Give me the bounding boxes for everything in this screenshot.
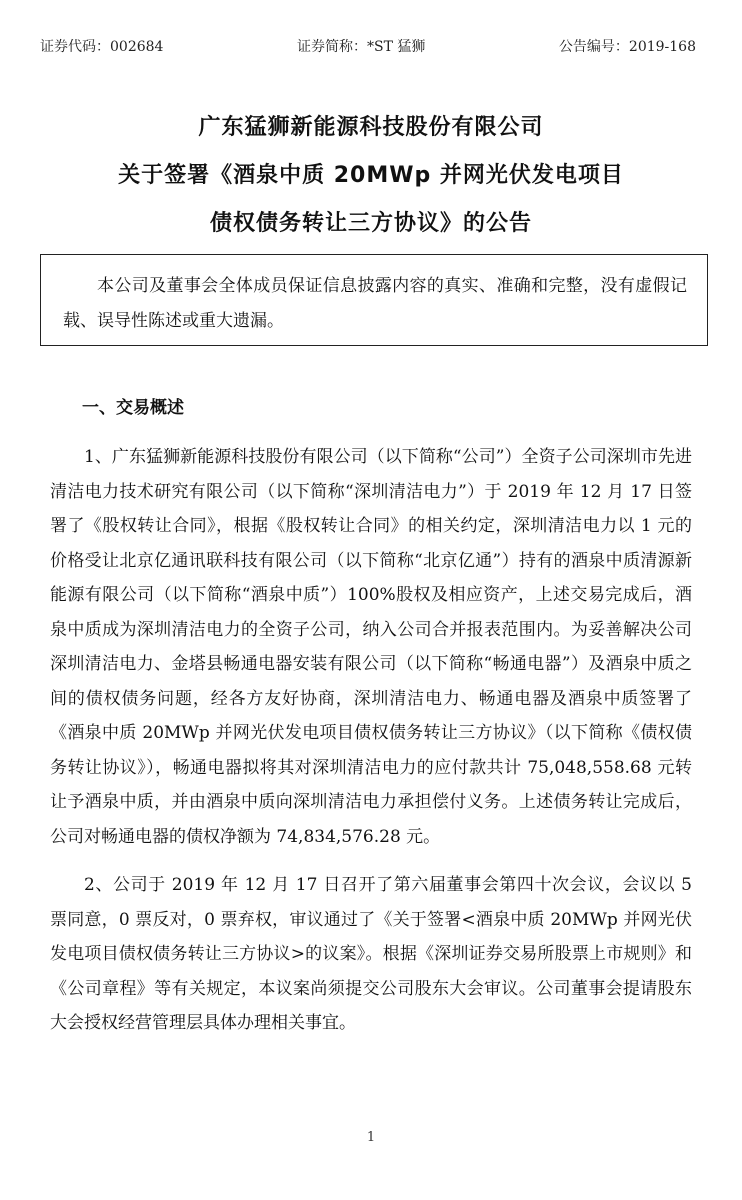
section-heading-transaction-overview: 一、交易概述 [82,398,184,418]
title-line-3: 债权债务转让三方协议》的公告 [209,211,532,236]
disclosure-notice-text: 本公司及董事会全体成员保证信息披露内容的真实、准确和完整，没有虚假记载、误导性陈述或重大遗漏。 [63,276,687,331]
paragraph-2: 2、公司于 2019 年 12 月 17 日召开了第六届董事会第四十次会议，会议以 5 票同意，0 票反对，0 票弃权，审议通过了《关于签署<酒泉中质 20MWp 并网光伏发电项目债权债务转让三方协议>的议案》。根据《深圳证券交易所股票上市规则》和《公司章程》等有关规定，本议案尚须提交公司股东大会审议。公司董事会提请股东大会授权经营管理层具体办理相关事宜。 [50,875,692,1033]
stock-abbreviation: 证券简称：*ST 猛狮 [296,39,426,55]
title-company: 广东猛狮新能源科技股份有限公司 [198,115,544,140]
announcement-number: 公告编号：2019-168 [558,39,696,55]
document-header [40,36,696,56]
page-number: 1 [366,1130,376,1145]
disclosure-notice-box [40,254,708,346]
paragraph-1: 1、广东猛狮新能源科技股份有限公司（以下简称“公司”）全资子公司深圳市先进清洁电力技术研究有限公司（以下简称“深圳清洁电力”）于 2019 年 12 月 17 日签署了《股权转让合同》，根据《股权转让合同》的相关约定，深圳清洁电力以 1 元的价格受让北京亿通讯联科技有限公司（以下简称“北京亿通”）持有的酒泉中质清源新能源有限公司（以下简称“酒泉中质”）100%股权及相应资产，上述交易完成后，酒泉中质成为深圳清洁电力的全资子公司，纳入公司合并报表范围内。为妥善解决公司深圳清洁电力、金塔县畅通电器安装有限公司（以下简称“畅通电器”）及酒泉中质之间的债权债务问题，经各方友好协商，深圳清洁电力、畅通电器及酒泉中质签署了《酒泉中质 20MWp 并网光伏发电项目债权债务转让三方协议》（以下简称《债权债务转让协议》），畅通电器拟将其对深圳清洁电力的应付款共计 75,048,558.68 元转让予酒泉中质，并由酒泉中质向深圳清洁电力承担偿付义务。上述债务转让完成后，公司对畅通电器的债权净额为 74,834,576.28 元。 [50,447,692,847]
title-line-2: 关于签署《酒泉中质 20MWp 并网光伏发电项目 [118,163,624,188]
document-title [0,104,742,248]
document-body [50,390,692,1055]
stock-code: 证券代码：002684 [40,39,164,55]
